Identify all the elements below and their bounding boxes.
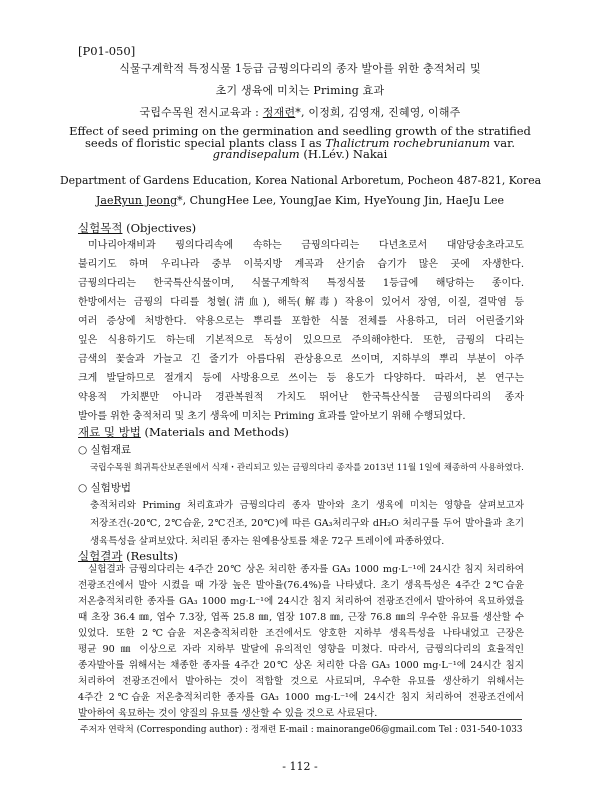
methods-bullet: ○ 실험방법 <box>78 482 132 494</box>
variety-name: grandisepalum <box>212 147 300 161</box>
english-title-line3 <box>64 149 536 161</box>
materials-text <box>90 459 524 477</box>
methods-heading <box>78 424 289 440</box>
korean-affiliation: 국립수목원 전시교육과 : <box>139 106 263 119</box>
results-line: 있었다. 또한 2℃습윤 저온충적처리한 조건에서도 양호한 지하부 생육특성을 나타내었고 근장은 <box>78 628 524 639</box>
results-line: 때 초장 36.4 ㎜, 엽수 7.3장, 엽폭 25.8 ㎜, 엽장 107.8 ㎜, 근장 76.8 ㎜의 우수한 유묘를 생산할 수 <box>78 612 524 623</box>
species-name: Thalictrum rochebrunianum <box>325 135 491 150</box>
english-title <box>64 126 536 161</box>
materials-bullet: ○ 실험재료 <box>78 444 132 456</box>
korean-coauthors: *, 이정희, 김영재, 진혜영, 이해주 <box>295 106 461 119</box>
objectives-line: 한방에서는 금꿩의 다리를 청혈(淸血), 해독(解毒) 작용이 있어서 장염, 이질, 결막염 등 <box>78 297 524 308</box>
methods-line: 충적처리와 Priming 처리효과가 금꿩의다리 종자 발아와 초기 생육에 미치는 영향을 살펴보고자 <box>90 500 524 511</box>
objectives-line: 여러 증상에 처방한다. 약용으로는 뿌리를 포함한 식물 전체를 사용하고, 더러 어린줄기와 <box>78 316 524 327</box>
english-title-line2-text: seeds of floristic special plants class I as <box>85 135 326 150</box>
materials-line: 국립수목원 희귀특산보존원에서 식재・관리되고 있는 금꿩의다리 종자를 2013년 11월 1일에 채종하여 사용하였다. <box>90 463 524 473</box>
results-heading-ko: 실험결과 <box>78 549 123 563</box>
objectives-line: 금색의 꽃술과 가늘고 긴 줄기가 아름다워 관상용으로 쓰이며, 지하부의 뿌리 부분이 아주 <box>78 354 524 365</box>
korean-title-line1: 식물구계학적 특정식물 1등급 금꿩의다리의 종자 발아를 위한 충적처리 및 <box>119 62 481 75</box>
english-title-line2-tail: var. <box>490 135 515 150</box>
korean-title-line2: 초기 생육에 미치는 Priming 효과 <box>215 84 385 97</box>
objectives-line: 크게 발달하므로 절개지 등에 사방용으로 쓰이는 등 용도가 다양하다. 따라서, 본 연구는 <box>78 373 524 384</box>
objectives-line: 약용적 가치뿐만 아니라 경관복원적 가치도 뛰어난 한국특산식물 금꿩의다리의 종자 <box>78 392 524 403</box>
methods-line: 저장조건(-20℃, 2℃습윤, 2℃건조, 20℃)에 따른 GA₃처리구와 dH₂O 처리구를 두어 발아율과 초기 <box>90 518 524 529</box>
results-line: 4주간 2℃습윤 저온충적처리한 종자를 GA₃ 1000 mg·L⁻¹에 24시간 침지 처리하여 전광조건에서 <box>78 692 524 703</box>
results-line: 전광조건에서 발아 시켰을 때 가장 높은 발아율(76.4%)을 나타냈다. 초기 생육특성은 4주간 2℃습윤 <box>78 580 524 591</box>
korean-main-author: 정재련 <box>262 106 296 119</box>
objectives-line: 잎은 식용하기도 하는데 기본적으로 독성이 있으므로 주의해야한다. 또한, 금꿩의 다리는 <box>78 335 524 346</box>
results-line: 종자발아를 위해서는 채종한 종자를 4주간 20℃ 상온 처리한 다음 GA₃ 1000 mg·L⁻¹에 24시간 침지 <box>78 660 524 671</box>
footer-divider <box>78 719 522 720</box>
objectives-heading-ko: 실험목적 <box>78 221 123 235</box>
results-line: 발아하여 육묘하는 것이 양질의 유묘를 생산할 수 있을 것으로 사료된다. <box>78 708 378 719</box>
methods-line: 생육특성을 살펴보았다. 처리된 종자는 원예용상토를 채운 72구 트레이에 파종하였다. <box>90 536 445 547</box>
authority-name: (H.Lév.) Nakai <box>299 147 388 161</box>
korean-authors <box>40 104 560 120</box>
objectives-paragraph <box>78 236 524 426</box>
objectives-heading <box>78 220 196 236</box>
methods-text <box>90 497 524 551</box>
english-main-author: JaeRyun Jeong <box>96 194 178 207</box>
methods-heading-en: (Materials and Methods) <box>140 425 289 439</box>
abstract-code: [P01-050] <box>78 44 136 58</box>
page-number: - 112 - <box>282 760 318 773</box>
results-line: 실험결과 금꿩의다리는 4주간 20℃ 상온 처리한 종자를 GA₃ 1000 mg·L⁻¹에 24시간 침지 처리하여 <box>88 564 524 575</box>
objectives-line: 금꿩의다리는 한국특산식물이며, 식물구계학적 특정식물 1등급에 해당하는 종이다. <box>78 278 524 289</box>
english-affiliation: Department of Gardens Education, Korea National Arboretum, Pocheon 487-821, Korea <box>60 174 542 187</box>
english-authors <box>60 194 540 207</box>
results-heading-en: (Results) <box>122 549 179 563</box>
corresponding-author: 주저자 연락처 (Corresponding author) : 정재련 E-mail : mainorange06@gmail.com Tel : 031-540-1033 <box>80 725 523 735</box>
methods-heading-ko: 재료 및 방법 <box>78 425 141 439</box>
objectives-line: 발아를 위한 충적처리 및 초기 생육에 미치는 Priming 효과를 알아보기 위해 수행되었다. <box>78 411 466 422</box>
objectives-heading-en: (Objectives) <box>122 221 197 235</box>
objectives-line: 미나리아재비과 꿩의다리속에 속하는 금꿩의다리는 다년초로서 대암당송초라고도 <box>88 240 524 251</box>
results-paragraph <box>78 562 524 722</box>
results-line: 저온충적처리한 종자를 GA₃ 1000 mg·L⁻¹에 24시간 침지 처리하여 전광조건에서 발아하여 육묘하였을 <box>78 596 524 607</box>
objectives-line: 불리기도 하며 우리나라 중부 이북지방 계곡과 산기슭 습기가 많은 곳에 자생한다. <box>78 259 524 270</box>
english-coauthors: *, ChungHee Lee, YoungJae Kim, HyeYoung Jin, HaeJu Lee <box>177 194 504 207</box>
results-line: 처리하여 전광조건에서 발아하는 것이 적합할 것으로 사료되며, 우수한 유묘를 생산하기 위해서는 <box>78 676 524 687</box>
results-line: 평균 90 ㎜ 이상으로 자라 지하부 발달에 유의적인 영향을 미쳤다. 따라서, 금꿩의다리의 효율적인 <box>78 644 524 655</box>
english-title-line1: Effect of seed priming on the germination and seedling growth of the stratified <box>69 124 531 138</box>
